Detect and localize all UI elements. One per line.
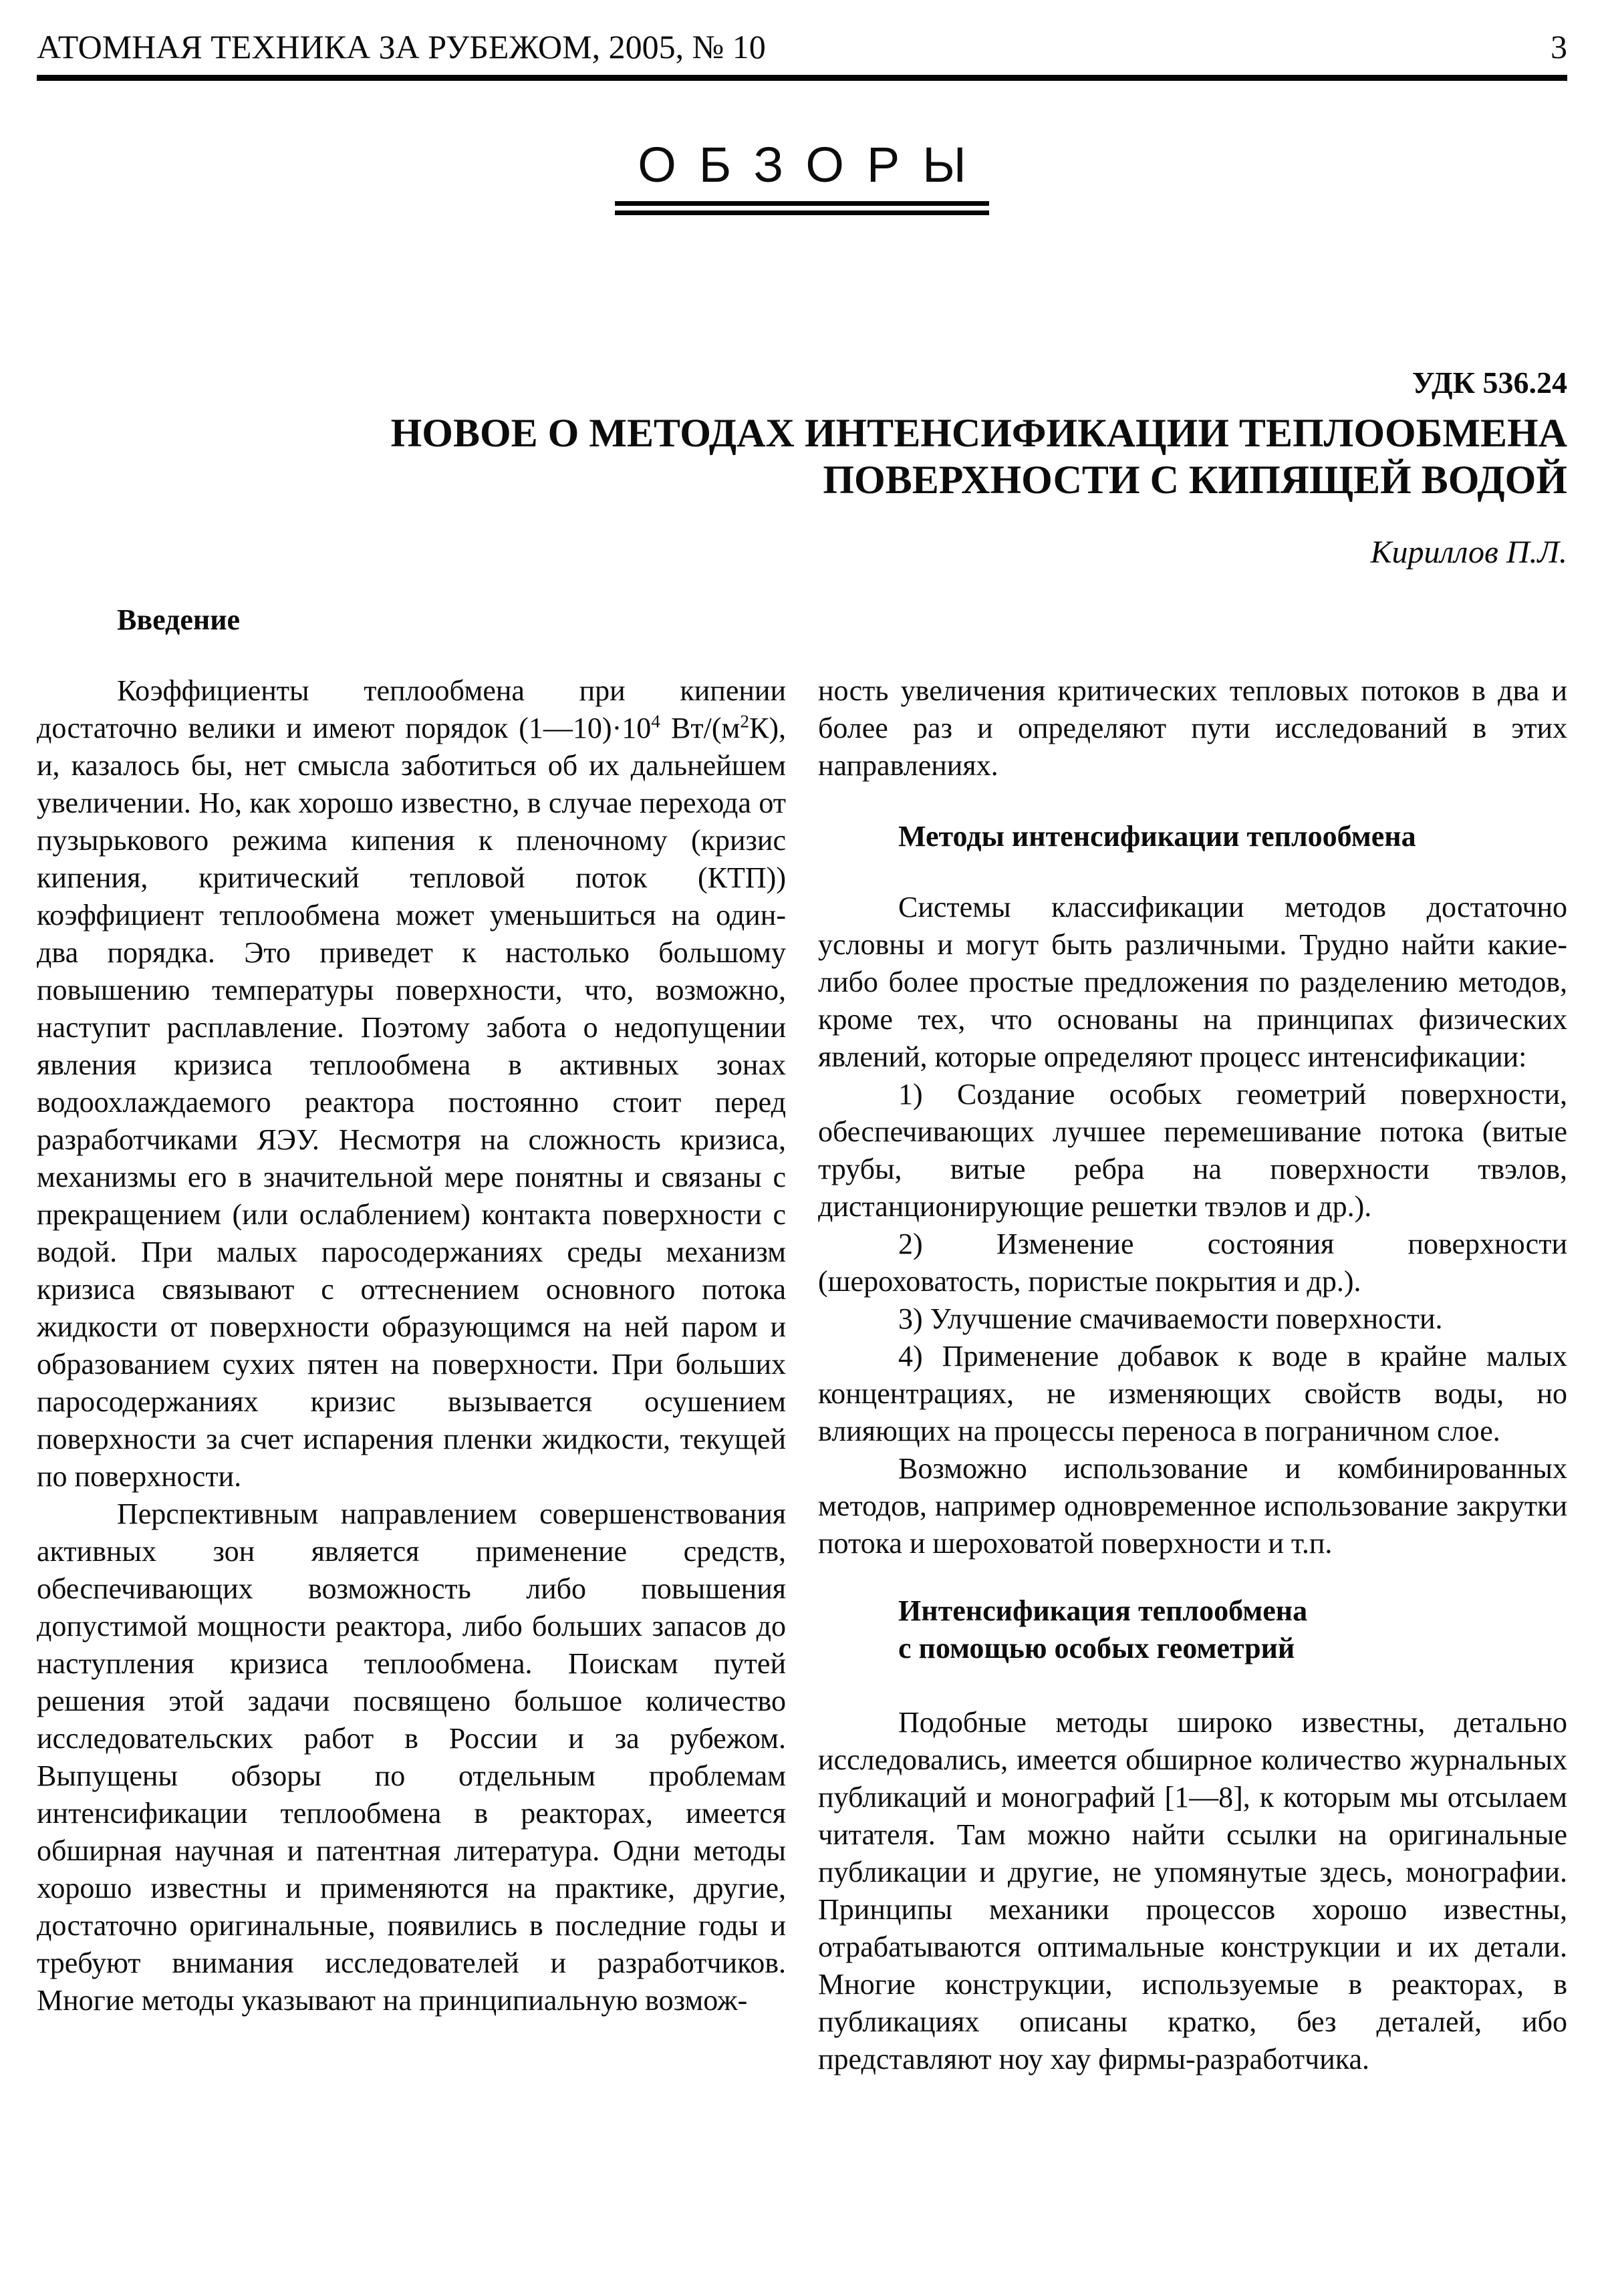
paragraph: Возможно использование и комбинированных методов, например одновременное использование закрутки потока и шероховатой поверхности и т.п. (818, 1452, 1567, 1560)
content-columns (37, 601, 1567, 2078)
paragraph: Подобные методы широко известны, детально исследовались, имеется обширное количество журнальных публикаций и монографий [1—8], к которым мы отсылаем читателя. Там можно найти ссылки на оригинальные публикации и другие, не упомянутые здесь, монографии. Принципы механики процессов хорошо известны, отрабатываются оптимальные конструкции и их детали. Многие конструкции, используемые в реакторах, в публикациях описаны кратко, без деталей, ибо представляют ноу хау фирмы-разработчика. (818, 1706, 1567, 2076)
list-item: 3) Улучшение смачиваемости поверхности. (898, 1302, 1443, 1336)
article-author: Кириллов П.Л. (1370, 535, 1567, 571)
paragraph: Перспективным направлением совершенствования активных зон является применение средств, обеспечивающих возможность либо повышения допустимой мощности реактора, либо больших запасов до наступления кризиса теплообмена. Поискам путей решения этой задачи посвящено большое количество исследовательских работ в России и за рубежом. Выпущены обзоры по отдельным проблемам интенсификации теплообмена в реакторах, имеется обширная научная и патентная литература. Одни методы хорошо известны и применяются на практике, другие, достаточно оригинальные, появились в последние годы и требуют внимания исследователей и разработчиков. Многие методы указывают на принципиальную возмож- (37, 1497, 786, 2017)
paragraph: Системы классификации методов достаточно условны и могут быть различными. Трудно найти какие-либо более простые предложения по разделению методов, кроме тех, что основаны на принципах физических явлений, которые определяют процесс интенсификации: (818, 891, 1567, 1074)
geometry-methods-heading (898, 1592, 1567, 1667)
article-meta (37, 366, 1567, 571)
article-title (37, 410, 1567, 503)
column-right (818, 601, 1567, 2078)
section-banner-text: ОБЗОРЫ (615, 138, 989, 215)
list-item: 2) Изменение состояния поверхности (шероховатость, пористые покрытия и др.). (818, 1228, 1567, 1298)
intro-heading: Введение (117, 603, 241, 637)
geometry-heading-line1: Интенсификация теплообмена (898, 1594, 1308, 1628)
page-number: 3 (1551, 28, 1567, 65)
header-rule (37, 75, 1567, 81)
superscript-exponent: 2 (740, 711, 749, 732)
journal-title: АТОМНАЯ ТЕХНИКА ЗА РУБЕЖОМ, 2005, № 10 (37, 28, 766, 65)
paragraph-continuation: ность увеличения критических тепловых потоков в два и более раз и определяют пути исследований в этих направлениях. (818, 674, 1567, 782)
paragraph-text: Вт/(м (660, 712, 741, 745)
geometry-heading-line2: с помощью особых геометрий (898, 1632, 1295, 1665)
section-banner (37, 138, 1567, 215)
paragraph-text: К), и, казалось бы, нет смысла заботиться об их дальнейшем увеличении. Но, как хорошо известно, в случае перехода от пузырькового режима кипения к пленочному (кризис кипения, критический тепловой поток (КТП)) коэффициент теплообмена может уменьшиться на один-два порядка. Это приведет к настолько большому повышению температуры поверхности, что, возможно, наступит расплавление. Поэтому забота о недопущении явления кризиса теплообмена в активных зонах водоохлаждаемого реактора постоянно стоит перед разработчиками ЯЭУ. Несмотря на сложность кризиса, механизмы его в значительной мере понятны и связаны с прекращением (или ослаблением) контакта поверхности с водой. При малых паросодержаниях среды механизм кризиса связывают с оттеснением основного потока жидкости от поверхности образующимся на ней паром и образованием сухих пятен на поверхности. При больших паросодержаниях кризис вызывается осушением поверхности за счет испарения пленки жидкости, текущей по поверхности. (37, 712, 786, 1493)
superscript-exponent: 4 (651, 711, 660, 732)
list-item: 4) Применение добавок к воде в крайне малых концентрациях, не изменяющих свойств воды, но влияющих на процессы переноса в пограничном слое. (818, 1340, 1567, 1448)
paragraph-text: Коэффициенты теплообмена при кипении достаточно велики и имеют порядок (1—10)·10 (37, 674, 786, 745)
udc-label: УДК 536.24 (1412, 366, 1567, 400)
paragraph-intro (37, 672, 786, 1495)
list-item: 1) Создание особых геометрий поверхности, обеспечивающих лучшее перемешивание потока (витые трубы, витые ребра на поверхности твэлов, дистанционирующие решетки твэлов и др.). (818, 1078, 1567, 1224)
article-title-line1: НОВОЕ О МЕТОДАХ ИНТЕНСИФИКАЦИИ ТЕПЛООБМЕНА (390, 411, 1567, 456)
methods-heading: Методы интенсификации теплообмена (898, 820, 1416, 853)
column-left (37, 601, 786, 2078)
article-title-line2: ПОВЕРХНОСТИ С КИПЯЩЕЙ ВОДОЙ (823, 457, 1567, 502)
page-header (37, 28, 1567, 65)
